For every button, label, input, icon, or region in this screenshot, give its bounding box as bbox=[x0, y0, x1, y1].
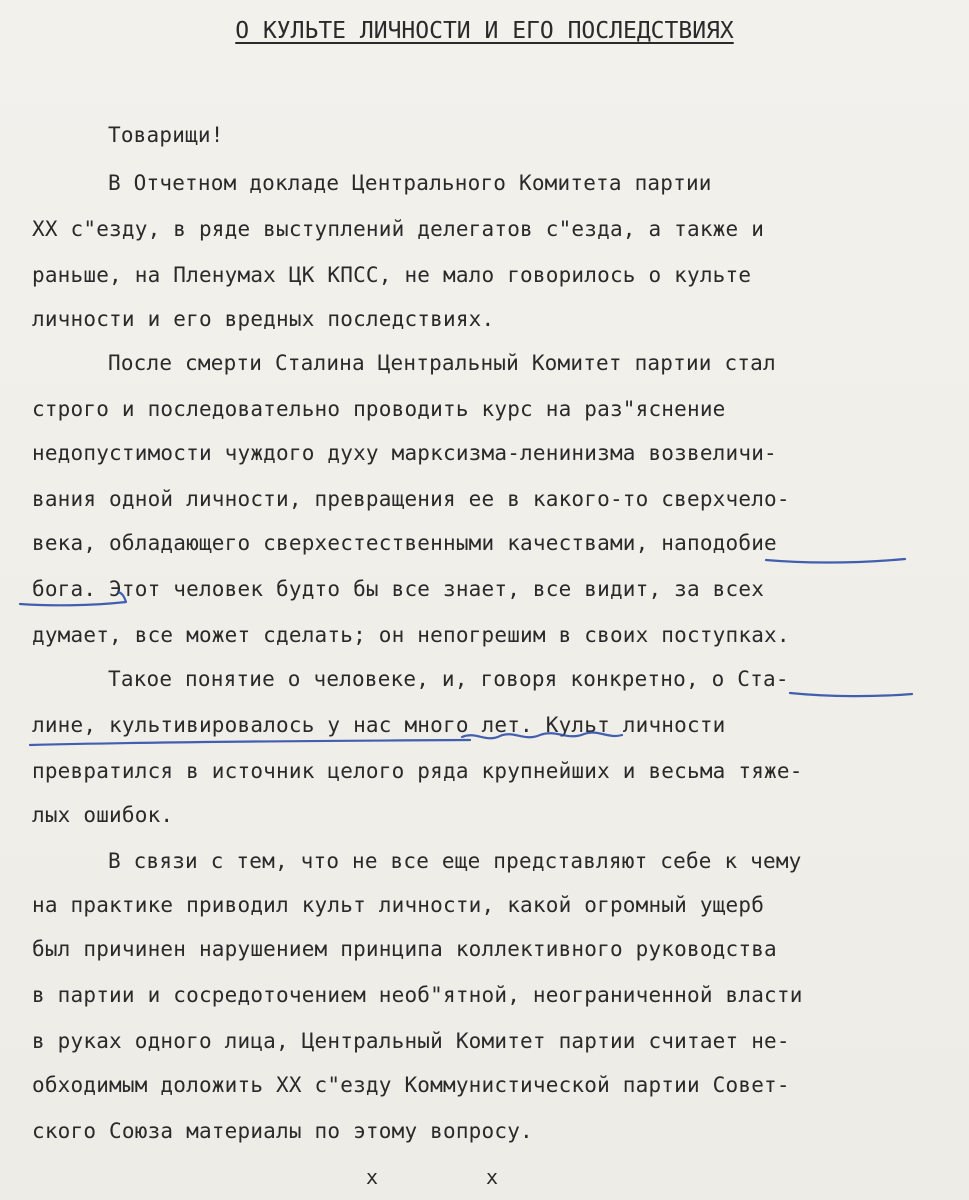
text-line: ского Союза материалы по этому вопросу. bbox=[32, 1119, 533, 1143]
text-line: превратился в источник целого ряда крупнейших и весьма тяже- bbox=[32, 759, 803, 783]
text-line: личности и его вредных последствиях. bbox=[32, 307, 495, 331]
text-line: В Отчетном докладе Центрального Комитета партии bbox=[108, 171, 712, 195]
text-line: века, обладающего сверхестественными качествами, наподобие bbox=[32, 531, 777, 555]
text-line: Такое понятие о человеке, и, говоря конкретно, о Ста- bbox=[108, 667, 789, 691]
text-line: на практике приводил культ личности, какой огромный ущерб bbox=[32, 893, 765, 917]
text-line: раньше, на Пленумах ЦК КПСС, не мало говорилось о культе bbox=[32, 263, 752, 287]
text-line: После смерти Сталина Центральный Комитет партии стал bbox=[108, 351, 776, 375]
text-line: вания одной личности, превращения ее в какого-то сверхчело- bbox=[32, 487, 790, 511]
text-line: лине, культивировалось у нас много лет. Культ личности bbox=[32, 713, 726, 737]
text-line: Товарищи! bbox=[108, 123, 224, 147]
text-line: В связи с тем, что не все еще представляют себе к чему bbox=[108, 849, 802, 873]
text-line: в партии и сосредоточением необ"ятной, неограниченной власти bbox=[32, 983, 803, 1007]
text-line: в руках одного лица, Центральный Комитет партии считает не- bbox=[32, 1029, 790, 1053]
text-line: лых ошибок. bbox=[32, 803, 174, 827]
text-line: бога. Этот человек будто бы все знает, все видит, за всех bbox=[32, 577, 765, 601]
separator-mark: x bbox=[366, 1165, 379, 1189]
text-line: был причинен нарушением принципа коллективного руководства bbox=[32, 937, 777, 961]
pen-underline bbox=[30, 740, 470, 745]
pen-underline bbox=[790, 693, 912, 696]
document-title: О КУЛЬТЕ ЛИЧНОСТИ И ЕГО ПОСЛЕДСТВИЯХ bbox=[235, 18, 734, 44]
text-line: недопустимости чуждого духу марксизма-ленинизма возвеличи- bbox=[32, 441, 777, 465]
text-line: думает, все может сделать; он непогрешим в своих поступках. bbox=[32, 623, 790, 647]
text-line: обходимым доложить XX с"езду Коммунистической партии Совет- bbox=[32, 1073, 790, 1097]
separator-mark: x bbox=[486, 1165, 499, 1189]
text-line: строго и последовательно проводить курс на раз"яснение bbox=[32, 397, 726, 421]
pen-underline bbox=[766, 559, 905, 563]
text-line: XX с"езду, в ряде выступлений делегатов с"езда, а также и bbox=[32, 217, 765, 241]
